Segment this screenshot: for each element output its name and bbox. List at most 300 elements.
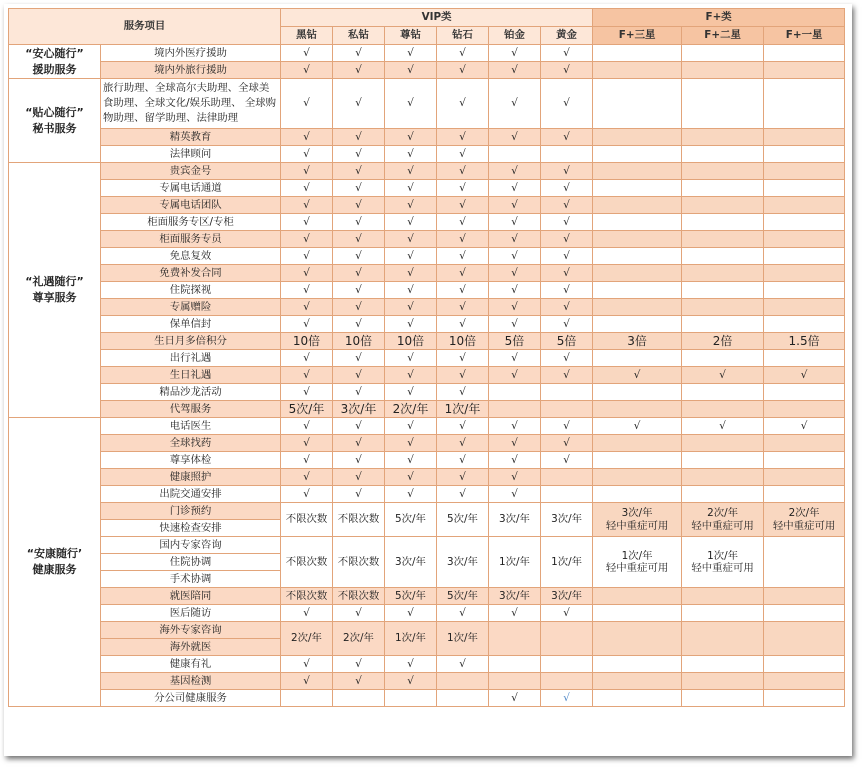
value-cell: √: [333, 248, 385, 265]
table-row: [9, 316, 845, 333]
value-cell: √: [281, 673, 333, 690]
value-cell: √: [385, 367, 437, 384]
value-cell: √: [489, 350, 541, 367]
tier-header: F+一星: [764, 27, 845, 45]
table-row: [9, 622, 845, 639]
item-label: 尊享体检: [101, 452, 281, 469]
value-cell: 不限次数: [281, 503, 333, 537]
item-label: 精品沙龙活动: [101, 384, 281, 401]
value-cell: [489, 656, 541, 673]
value-cell: [682, 622, 764, 656]
value-cell: √: [489, 452, 541, 469]
value-cell: √: [281, 435, 333, 452]
value-cell: √: [541, 163, 593, 180]
value-cell: [593, 401, 682, 418]
value-cell: [682, 316, 764, 333]
item-label: 生日礼遇: [101, 367, 281, 384]
category-cell: “礼遇随行” 尊享服务: [9, 163, 101, 418]
table-row: [9, 129, 845, 146]
table-row: [9, 62, 845, 79]
table-row: [9, 180, 845, 197]
value-cell: [682, 282, 764, 299]
value-cell: √: [385, 452, 437, 469]
value-cell: [764, 129, 845, 146]
value-cell: √: [385, 605, 437, 622]
value-cell: √: [385, 486, 437, 503]
value-cell: √: [541, 180, 593, 197]
value-cell: √: [541, 45, 593, 62]
item-label: 境内外医疗援助: [101, 45, 281, 62]
value-cell: [682, 656, 764, 673]
item-label: 柜面服务专区/专柜: [101, 214, 281, 231]
value-cell: [682, 248, 764, 265]
value-cell: √: [541, 231, 593, 248]
value-cell: √: [281, 656, 333, 673]
value-cell: √: [333, 214, 385, 231]
value-cell: √: [333, 486, 385, 503]
value-cell: √: [437, 180, 489, 197]
value-cell: 1次/年: [437, 401, 489, 418]
table-row: [9, 146, 845, 163]
value-cell: √: [541, 265, 593, 282]
value-cell: √: [437, 418, 489, 435]
vip-group-header: VIP类: [281, 9, 593, 27]
item-label: 电话医生: [101, 418, 281, 435]
value-cell: √: [281, 469, 333, 486]
value-cell: [764, 673, 845, 690]
value-cell: [682, 129, 764, 146]
category-cell: “贴心随行” 秘书服务: [9, 79, 101, 163]
tier-header: 钻石: [437, 27, 489, 45]
item-label: 快速检查安排: [101, 520, 281, 537]
value-cell: [682, 180, 764, 197]
value-cell: √: [281, 418, 333, 435]
value-cell: 3次/年: [437, 537, 489, 588]
item-label: 境内外旅行援助: [101, 62, 281, 79]
table-row: [9, 401, 845, 418]
value-cell: [764, 622, 845, 656]
value-cell: 5次/年: [385, 503, 437, 537]
tier-header: 私钻: [333, 27, 385, 45]
table-row: [9, 231, 845, 248]
value-cell: [593, 350, 682, 367]
value-cell: 3次/年: [489, 503, 541, 537]
item-label: 国内专家咨询: [101, 537, 281, 554]
item-label: 法律顾问: [101, 146, 281, 163]
value-cell: √: [489, 316, 541, 333]
table-row: [9, 282, 845, 299]
tier-header: 尊钻: [385, 27, 437, 45]
value-cell: √: [333, 62, 385, 79]
value-cell: √: [281, 214, 333, 231]
value-cell: √: [489, 248, 541, 265]
value-cell: √: [281, 350, 333, 367]
value-cell: [764, 45, 845, 62]
value-cell: √: [281, 197, 333, 214]
value-cell: [764, 248, 845, 265]
value-cell: 2倍: [682, 333, 764, 350]
value-cell: 1次/年 轻中重症可用: [682, 537, 764, 588]
value-cell: 5次/年: [437, 503, 489, 537]
value-cell: √: [437, 163, 489, 180]
table-row: [9, 469, 845, 486]
value-cell: √: [764, 418, 845, 435]
value-cell: √: [541, 690, 593, 707]
value-cell: √: [541, 62, 593, 79]
value-cell: √: [385, 299, 437, 316]
value-cell: [593, 690, 682, 707]
value-cell: [682, 401, 764, 418]
value-cell: [541, 146, 593, 163]
value-cell: [764, 62, 845, 79]
value-cell: √: [541, 350, 593, 367]
item-label: 门诊预约: [101, 503, 281, 520]
value-cell: [593, 656, 682, 673]
value-cell: √: [489, 62, 541, 79]
value-cell: √: [333, 163, 385, 180]
value-cell: √: [437, 350, 489, 367]
value-cell: 10倍: [281, 333, 333, 350]
value-cell: [541, 656, 593, 673]
value-cell: [437, 673, 489, 690]
value-cell: [764, 316, 845, 333]
value-cell: √: [385, 45, 437, 62]
fplus-group-header: F+类: [593, 9, 845, 27]
value-cell: [489, 622, 541, 656]
value-cell: [682, 435, 764, 452]
value-cell: [541, 401, 593, 418]
value-cell: [385, 690, 437, 707]
value-cell: √: [333, 469, 385, 486]
value-cell: [764, 299, 845, 316]
item-label: 分公司健康服务: [101, 690, 281, 707]
value-cell: √: [281, 282, 333, 299]
value-cell: √: [281, 486, 333, 503]
value-cell: √: [385, 316, 437, 333]
value-cell: √: [437, 79, 489, 129]
value-cell: [682, 605, 764, 622]
value-cell: [764, 537, 845, 588]
value-cell: [682, 265, 764, 282]
value-cell: √: [593, 367, 682, 384]
value-cell: √: [489, 282, 541, 299]
value-cell: 3次/年: [541, 588, 593, 605]
value-cell: [682, 469, 764, 486]
value-cell: 2次/年: [333, 622, 385, 656]
value-cell: [593, 622, 682, 656]
value-cell: [593, 316, 682, 333]
value-cell: [682, 163, 764, 180]
value-cell: √: [385, 129, 437, 146]
value-cell: √: [385, 231, 437, 248]
value-cell: √: [541, 248, 593, 265]
value-cell: [541, 622, 593, 656]
value-cell: [593, 45, 682, 62]
tier-header: 黄金: [541, 27, 593, 45]
tier-header: 铂金: [489, 27, 541, 45]
value-cell: √: [281, 129, 333, 146]
value-cell: [682, 690, 764, 707]
value-cell: √: [489, 299, 541, 316]
value-cell: [682, 62, 764, 79]
value-cell: √: [541, 435, 593, 452]
value-cell: 1次/年: [385, 622, 437, 656]
value-cell: √: [281, 231, 333, 248]
value-cell: √: [385, 197, 437, 214]
value-cell: √: [437, 197, 489, 214]
value-cell: [593, 384, 682, 401]
value-cell: [593, 163, 682, 180]
item-label: 基因检测: [101, 673, 281, 690]
value-cell: [489, 401, 541, 418]
item-label: 代驾服务: [101, 401, 281, 418]
value-cell: [764, 401, 845, 418]
item-label: 就医陪同: [101, 588, 281, 605]
value-cell: √: [541, 316, 593, 333]
value-cell: [593, 282, 682, 299]
tier-header: F+三星: [593, 27, 682, 45]
value-cell: √: [541, 79, 593, 129]
value-cell: √: [333, 435, 385, 452]
value-cell: √: [385, 418, 437, 435]
value-cell: √: [437, 469, 489, 486]
value-cell: √: [281, 146, 333, 163]
table-row: [9, 45, 845, 62]
value-cell: [593, 180, 682, 197]
value-cell: 2次/年 轻中重症可用: [682, 503, 764, 537]
value-cell: √: [489, 231, 541, 248]
value-cell: [333, 690, 385, 707]
item-label: 海外就医: [101, 639, 281, 656]
value-cell: √: [489, 163, 541, 180]
value-cell: [764, 79, 845, 129]
value-cell: √: [333, 605, 385, 622]
table-row: [9, 197, 845, 214]
value-cell: √: [489, 690, 541, 707]
value-cell: [682, 79, 764, 129]
value-cell: √: [333, 316, 385, 333]
value-cell: [764, 656, 845, 673]
tier-header: F+二星: [682, 27, 764, 45]
value-cell: √: [489, 418, 541, 435]
value-cell: [682, 452, 764, 469]
value-cell: √: [489, 79, 541, 129]
value-cell: 3次/年: [385, 537, 437, 588]
value-cell: √: [437, 316, 489, 333]
value-cell: √: [281, 384, 333, 401]
value-cell: √: [489, 180, 541, 197]
table-row: [9, 214, 845, 231]
value-cell: 1次/年 轻中重症可用: [593, 537, 682, 588]
value-cell: [593, 486, 682, 503]
value-cell: [593, 214, 682, 231]
value-cell: √: [385, 163, 437, 180]
value-cell: 5倍: [489, 333, 541, 350]
table-row: [9, 384, 845, 401]
value-cell: √: [333, 146, 385, 163]
value-cell: √: [437, 214, 489, 231]
value-cell: 3次/年: [541, 503, 593, 537]
value-cell: 5次/年: [437, 588, 489, 605]
value-cell: √: [385, 469, 437, 486]
value-cell: 1次/年: [437, 622, 489, 656]
value-cell: √: [385, 214, 437, 231]
value-cell: √: [437, 435, 489, 452]
value-cell: √: [437, 231, 489, 248]
value-cell: [764, 435, 845, 452]
value-cell: √: [437, 299, 489, 316]
item-label: 旅行助理、全球高尔夫助理、全球美食助理、全球文化/娱乐助理、 全球购物助理、留学助理、法律助理: [101, 79, 281, 129]
service-items-header: 服务项目: [9, 9, 281, 45]
value-cell: 1次/年: [489, 537, 541, 588]
value-cell: √: [541, 418, 593, 435]
value-cell: √: [541, 282, 593, 299]
value-cell: [281, 690, 333, 707]
value-cell: √: [437, 656, 489, 673]
value-cell: √: [682, 418, 764, 435]
table-row: [9, 503, 845, 520]
table-row: [9, 656, 845, 673]
item-label: 出院交通安排: [101, 486, 281, 503]
value-cell: [593, 248, 682, 265]
value-cell: 不限次数: [333, 588, 385, 605]
value-cell: √: [541, 129, 593, 146]
value-cell: √: [281, 248, 333, 265]
value-cell: [593, 79, 682, 129]
table-row: [9, 163, 845, 180]
value-cell: 2次/年: [281, 622, 333, 656]
value-cell: [764, 214, 845, 231]
table-row: [9, 79, 845, 129]
item-label: 贵宾金号: [101, 163, 281, 180]
value-cell: √: [437, 367, 489, 384]
value-cell: [593, 231, 682, 248]
value-cell: [593, 469, 682, 486]
value-cell: √: [593, 418, 682, 435]
table-row: [9, 350, 845, 367]
value-cell: √: [489, 486, 541, 503]
value-cell: [489, 146, 541, 163]
value-cell: √: [437, 486, 489, 503]
table-row: [9, 435, 845, 452]
value-cell: √: [385, 62, 437, 79]
value-cell: √: [281, 180, 333, 197]
value-cell: [593, 197, 682, 214]
table-row: [9, 690, 845, 707]
value-cell: [593, 452, 682, 469]
value-cell: [682, 673, 764, 690]
table-row: [9, 333, 845, 350]
value-cell: √: [281, 265, 333, 282]
table-row: [9, 299, 845, 316]
value-cell: 3次/年: [333, 401, 385, 418]
value-cell: [541, 469, 593, 486]
value-cell: [682, 384, 764, 401]
value-cell: √: [333, 197, 385, 214]
value-cell: √: [385, 79, 437, 129]
tier-header: 黑钻: [281, 27, 333, 45]
item-label: 精英教育: [101, 129, 281, 146]
value-cell: √: [437, 146, 489, 163]
service-comparison-table: [8, 8, 845, 707]
value-cell: [764, 231, 845, 248]
value-cell: [764, 486, 845, 503]
value-cell: [593, 673, 682, 690]
value-cell: [764, 384, 845, 401]
table-row: [9, 452, 845, 469]
value-cell: √: [489, 197, 541, 214]
item-label: 住院协调: [101, 554, 281, 571]
item-label: 出行礼遇: [101, 350, 281, 367]
item-label: 专属电话团队: [101, 197, 281, 214]
value-cell: √: [333, 384, 385, 401]
value-cell: √: [489, 214, 541, 231]
value-cell: [593, 435, 682, 452]
value-cell: √: [281, 163, 333, 180]
value-cell: 10倍: [437, 333, 489, 350]
value-cell: [489, 673, 541, 690]
value-cell: √: [541, 452, 593, 469]
value-cell: √: [281, 452, 333, 469]
value-cell: √: [281, 367, 333, 384]
item-label: 保单信封: [101, 316, 281, 333]
table-row: [9, 248, 845, 265]
value-cell: [764, 469, 845, 486]
value-cell: 1次/年: [541, 537, 593, 588]
value-cell: [682, 214, 764, 231]
value-cell: √: [437, 282, 489, 299]
value-cell: √: [489, 265, 541, 282]
value-cell: [764, 197, 845, 214]
table-row: [9, 588, 845, 605]
item-label: 专属赠险: [101, 299, 281, 316]
value-cell: [764, 350, 845, 367]
item-label: 免息复效: [101, 248, 281, 265]
item-label: 全球找药: [101, 435, 281, 452]
value-cell: √: [385, 146, 437, 163]
value-cell: √: [437, 452, 489, 469]
item-label: 免费补发合同: [101, 265, 281, 282]
value-cell: √: [333, 265, 385, 282]
value-cell: [489, 384, 541, 401]
item-label: 海外专家咨询: [101, 622, 281, 639]
value-cell: 10倍: [333, 333, 385, 350]
value-cell: 不限次数: [333, 537, 385, 588]
table-row: [9, 265, 845, 282]
value-cell: 不限次数: [281, 537, 333, 588]
table-row: [9, 486, 845, 503]
value-cell: √: [489, 435, 541, 452]
value-cell: 5次/年: [281, 401, 333, 418]
value-cell: √: [385, 656, 437, 673]
value-cell: [764, 588, 845, 605]
value-cell: 3倍: [593, 333, 682, 350]
item-label: 医后随访: [101, 605, 281, 622]
value-cell: √: [333, 45, 385, 62]
value-cell: √: [281, 79, 333, 129]
table-row: [9, 367, 845, 384]
value-cell: √: [281, 316, 333, 333]
table-row: [9, 418, 845, 435]
value-cell: √: [385, 180, 437, 197]
value-cell: √: [437, 62, 489, 79]
category-cell: “安康随行’ 健康服务: [9, 418, 101, 707]
item-label: 专属电话通道: [101, 180, 281, 197]
value-cell: √: [333, 282, 385, 299]
value-cell: [764, 605, 845, 622]
value-cell: 不限次数: [333, 503, 385, 537]
value-cell: 5倍: [541, 333, 593, 350]
